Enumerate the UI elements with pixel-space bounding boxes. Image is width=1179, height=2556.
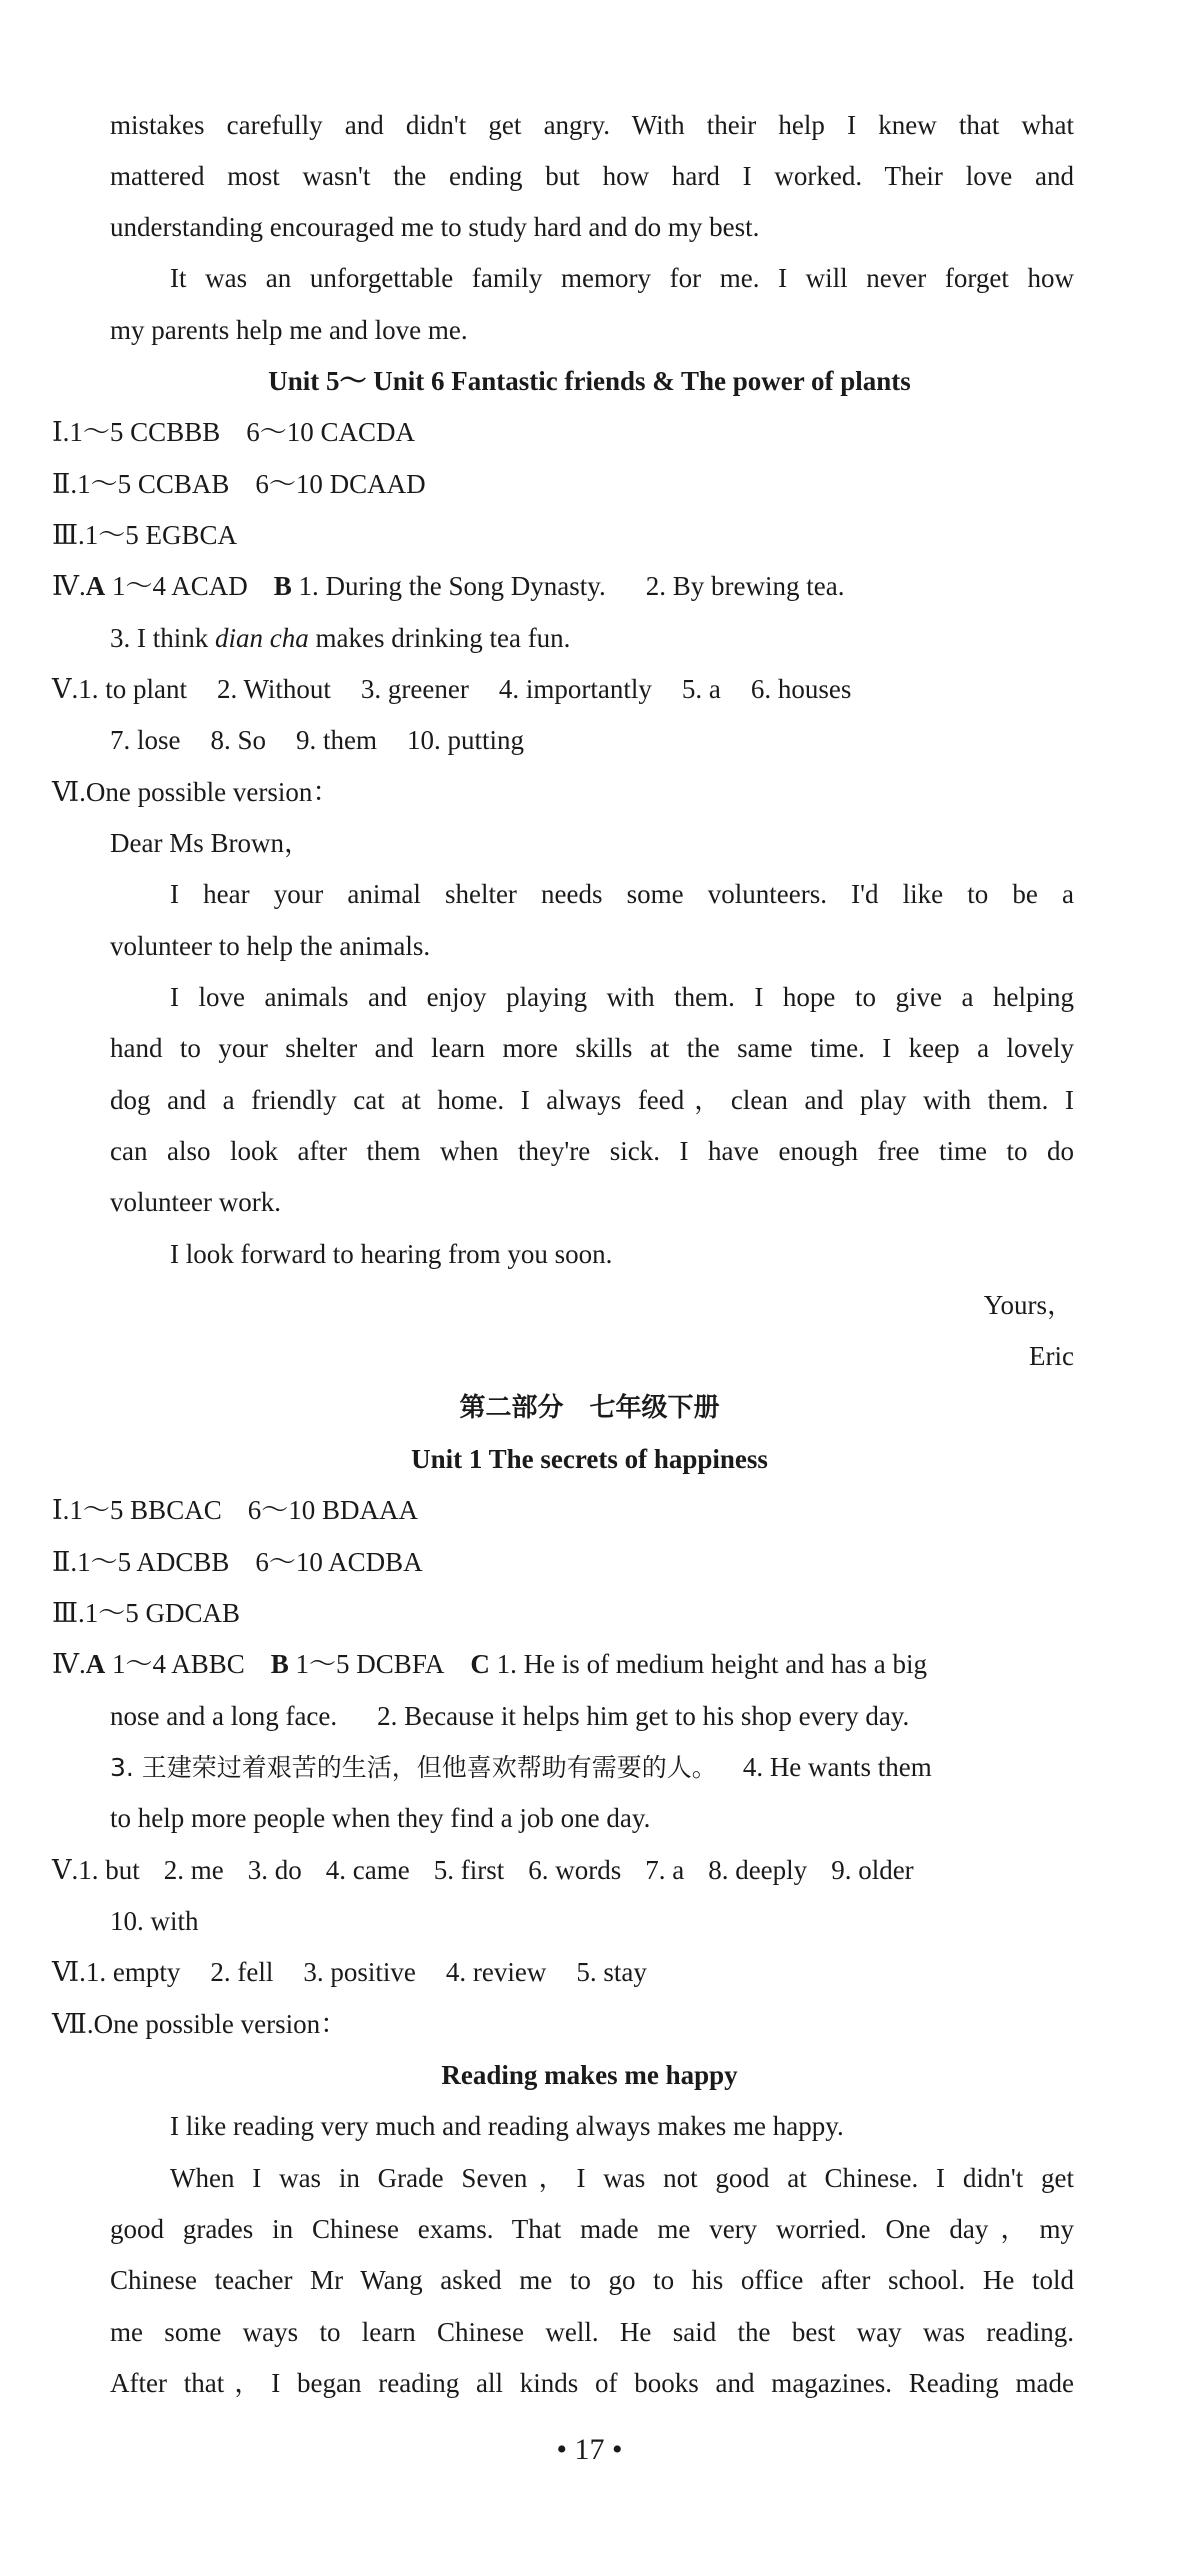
section-2	[0, 1536, 1179, 1588]
essay-title: Reading makes me happy	[441, 2060, 738, 2090]
text-line: me some ways to learn Chinese well. He said the best way was reading.	[110, 2317, 1074, 2347]
answer-group: 1～5 EGBCA	[84, 520, 238, 550]
section-4	[0, 1638, 1179, 1690]
part-label: C	[470, 1649, 490, 1679]
text-line: I like reading very much and reading always makes me happy.	[170, 2111, 844, 2141]
answer-item: 8. So	[210, 725, 267, 755]
answer-text: 3. I think	[110, 623, 215, 653]
answer-list	[78, 674, 851, 704]
answer-text: 4. He wants them	[742, 1752, 932, 1782]
answer-group: 1～5 ADCBB	[77, 1547, 230, 1577]
answer-item: 6. words	[528, 1855, 622, 1885]
section-6	[0, 766, 1179, 818]
text-line: I hear your animal shelter needs some volunteers. I'd like to be a	[170, 879, 1074, 909]
section-5-cont	[0, 1895, 1179, 1947]
unit-heading: Unit 1 The secrets of happiness	[411, 1444, 768, 1474]
section-label: Ⅱ.	[52, 469, 78, 499]
answer-item: 4. importantly	[498, 674, 652, 704]
unit-heading: Unit 5～ Unit 6 Fantastic friends & The power of plants	[268, 366, 911, 396]
section-intro: One possible version：	[85, 777, 340, 807]
letter-greeting: Dear Ms Brown，	[110, 828, 311, 858]
section-4-cont: to help more people when they find a job one day.	[110, 1803, 651, 1833]
text-line: volunteer work.	[110, 1187, 281, 1217]
part-label: B	[270, 1649, 289, 1679]
letter-closing: Yours，	[983, 1290, 1074, 1320]
section-label: Ⅵ.	[52, 777, 86, 807]
answer-item: 1. to plant	[78, 674, 187, 704]
letter-signature: Eric	[1029, 1341, 1074, 1371]
answer-group: 1～4 ACAD	[111, 571, 248, 601]
answer-text: nose and a long face.	[110, 1701, 338, 1731]
page-number: • 17 •	[556, 2433, 623, 2466]
part-label: A	[85, 571, 106, 601]
answer-group: 6～10 CACDA	[246, 417, 415, 447]
answer-list	[78, 1855, 913, 1885]
section-label: Ⅵ.	[52, 1957, 86, 1987]
text-line: volunteer to help the animals.	[110, 931, 431, 961]
answer-list	[110, 725, 524, 755]
section-5-cont	[0, 714, 1179, 766]
section-label: Ⅰ.	[52, 417, 70, 447]
answer-group: 1～5 CCBBB	[69, 417, 221, 447]
text-line: dog and a friendly cat at home. I always feed，clean and play with them. I	[110, 1085, 1074, 1115]
part-heading: 第二部分 七年级下册	[459, 1393, 720, 1423]
answer-group: 6～10 BDAAA	[247, 1495, 418, 1525]
answer-item: 10. with	[110, 1906, 199, 1936]
text-line: After that，I began reading all kinds of books and magazines. Reading made	[110, 2368, 1074, 2398]
answer-group: 1～4 ABBC	[111, 1649, 245, 1679]
section-3	[0, 1587, 1179, 1639]
section-label: Ⅲ.	[52, 1598, 85, 1628]
answer-group: 1～5 CCBAB	[77, 469, 230, 499]
section-label: Ⅲ.	[52, 520, 85, 550]
section-4-cont	[0, 1741, 1179, 1793]
answer-item: 6. houses	[750, 674, 852, 704]
answer-group: 1～5 BBCAC	[69, 1495, 222, 1525]
section-1	[0, 406, 1179, 458]
text-line: It was an unforgettable family memory for me. I will never forget how	[170, 263, 1074, 293]
answer-text: 1. He is of medium height and has a big	[496, 1649, 927, 1679]
part-label: A	[85, 1649, 106, 1679]
answer-text: 2. By brewing tea.	[645, 571, 845, 601]
text-line: mistakes carefully and didn't get angry. With their help I knew that what	[110, 110, 1074, 140]
answer-item: 3. positive	[303, 1957, 416, 1987]
section-3	[0, 509, 1179, 561]
answer-text: 2. Because it helps him get to his shop every day.	[377, 1701, 910, 1731]
section-2	[0, 458, 1179, 510]
text-line: I love animals and enjoy playing with them. I hope to give a helping	[170, 982, 1074, 1012]
answer-item: 10. putting	[407, 725, 525, 755]
section-7	[0, 1998, 1179, 2050]
text-line: understanding encouraged me to study hard and do my best.	[110, 212, 760, 242]
section-label: Ⅶ.	[52, 2009, 94, 2039]
section-label: Ⅰ.	[52, 1495, 70, 1525]
answer-item: 9. older	[831, 1855, 914, 1885]
answer-item: 8. deeply	[708, 1855, 808, 1885]
part-label: B	[273, 571, 292, 601]
answer-item: 7. a	[645, 1855, 685, 1885]
answer-item: 5. a	[681, 674, 721, 704]
text-line: good grades in Chinese exams. That made me very worried. One day，my	[110, 2214, 1074, 2244]
answer-text: makes drinking tea fun.	[308, 623, 571, 653]
answer-group: 6～10 DCAAD	[255, 469, 426, 499]
text-line: Chinese teacher Mr Wang asked me to go to his office after school. He told	[110, 2265, 1074, 2295]
answer-item: 1. but	[78, 1855, 140, 1885]
section-label: Ⅱ.	[52, 1547, 78, 1577]
italic-term: dian cha	[215, 623, 309, 653]
section-label: Ⅳ.	[52, 1649, 86, 1679]
answer-item: 5. first	[433, 1855, 505, 1885]
section-intro: One possible version：	[93, 2009, 348, 2039]
section-1	[0, 1484, 1179, 1536]
answer-item: 4. review	[445, 1957, 547, 1987]
text-line: I look forward to hearing from you soon.	[170, 1239, 613, 1269]
section-5	[0, 1844, 1179, 1896]
answer-text: 3. 王建荣过着艰苦的生活，但他喜欢帮助有需要的人。	[110, 1753, 717, 1782]
text-line: can also look after them when they're sick. I have enough free time to do	[110, 1136, 1074, 1166]
section-label: Ⅴ.	[52, 1855, 79, 1885]
answer-group: 1～5 GDCAB	[84, 1598, 241, 1628]
answer-group: 6～10 ACDBA	[255, 1547, 423, 1577]
section-4-cont	[0, 612, 1179, 664]
text-line: my parents help me and love me.	[110, 315, 468, 345]
text-line: When I was in Grade Seven，I was not good at Chinese. I didn't get	[170, 2163, 1074, 2193]
answer-item: 2. fell	[210, 1957, 274, 1987]
section-label: Ⅴ.	[52, 674, 79, 704]
section-6	[0, 1946, 1179, 1998]
text-line: hand to your shelter and learn more skills at the same time. I keep a lovely	[110, 1033, 1074, 1063]
text-line: mattered most wasn't the ending but how hard I worked. Their love and	[110, 161, 1074, 191]
section-4	[0, 560, 1179, 612]
answer-item: 1. empty	[85, 1957, 181, 1987]
answer-item: 7. lose	[110, 725, 181, 755]
answer-group: 1～5 DCBFA	[295, 1649, 445, 1679]
answer-item: 3. do	[247, 1855, 302, 1885]
answer-item: 3. greener	[360, 674, 469, 704]
answer-list	[110, 1906, 199, 1936]
answer-text: 1. During the Song Dynasty.	[298, 571, 606, 601]
section-5	[0, 663, 1179, 715]
answer-item: 9. them	[296, 725, 378, 755]
section-label: Ⅳ.	[52, 571, 86, 601]
answer-item: 2. me	[163, 1855, 224, 1885]
answer-item: 5. stay	[576, 1957, 647, 1987]
answer-item: 2. Without	[217, 674, 331, 704]
answer-item: 4. came	[325, 1855, 410, 1885]
section-4-cont	[0, 1690, 1179, 1742]
answer-list	[86, 1957, 647, 1987]
